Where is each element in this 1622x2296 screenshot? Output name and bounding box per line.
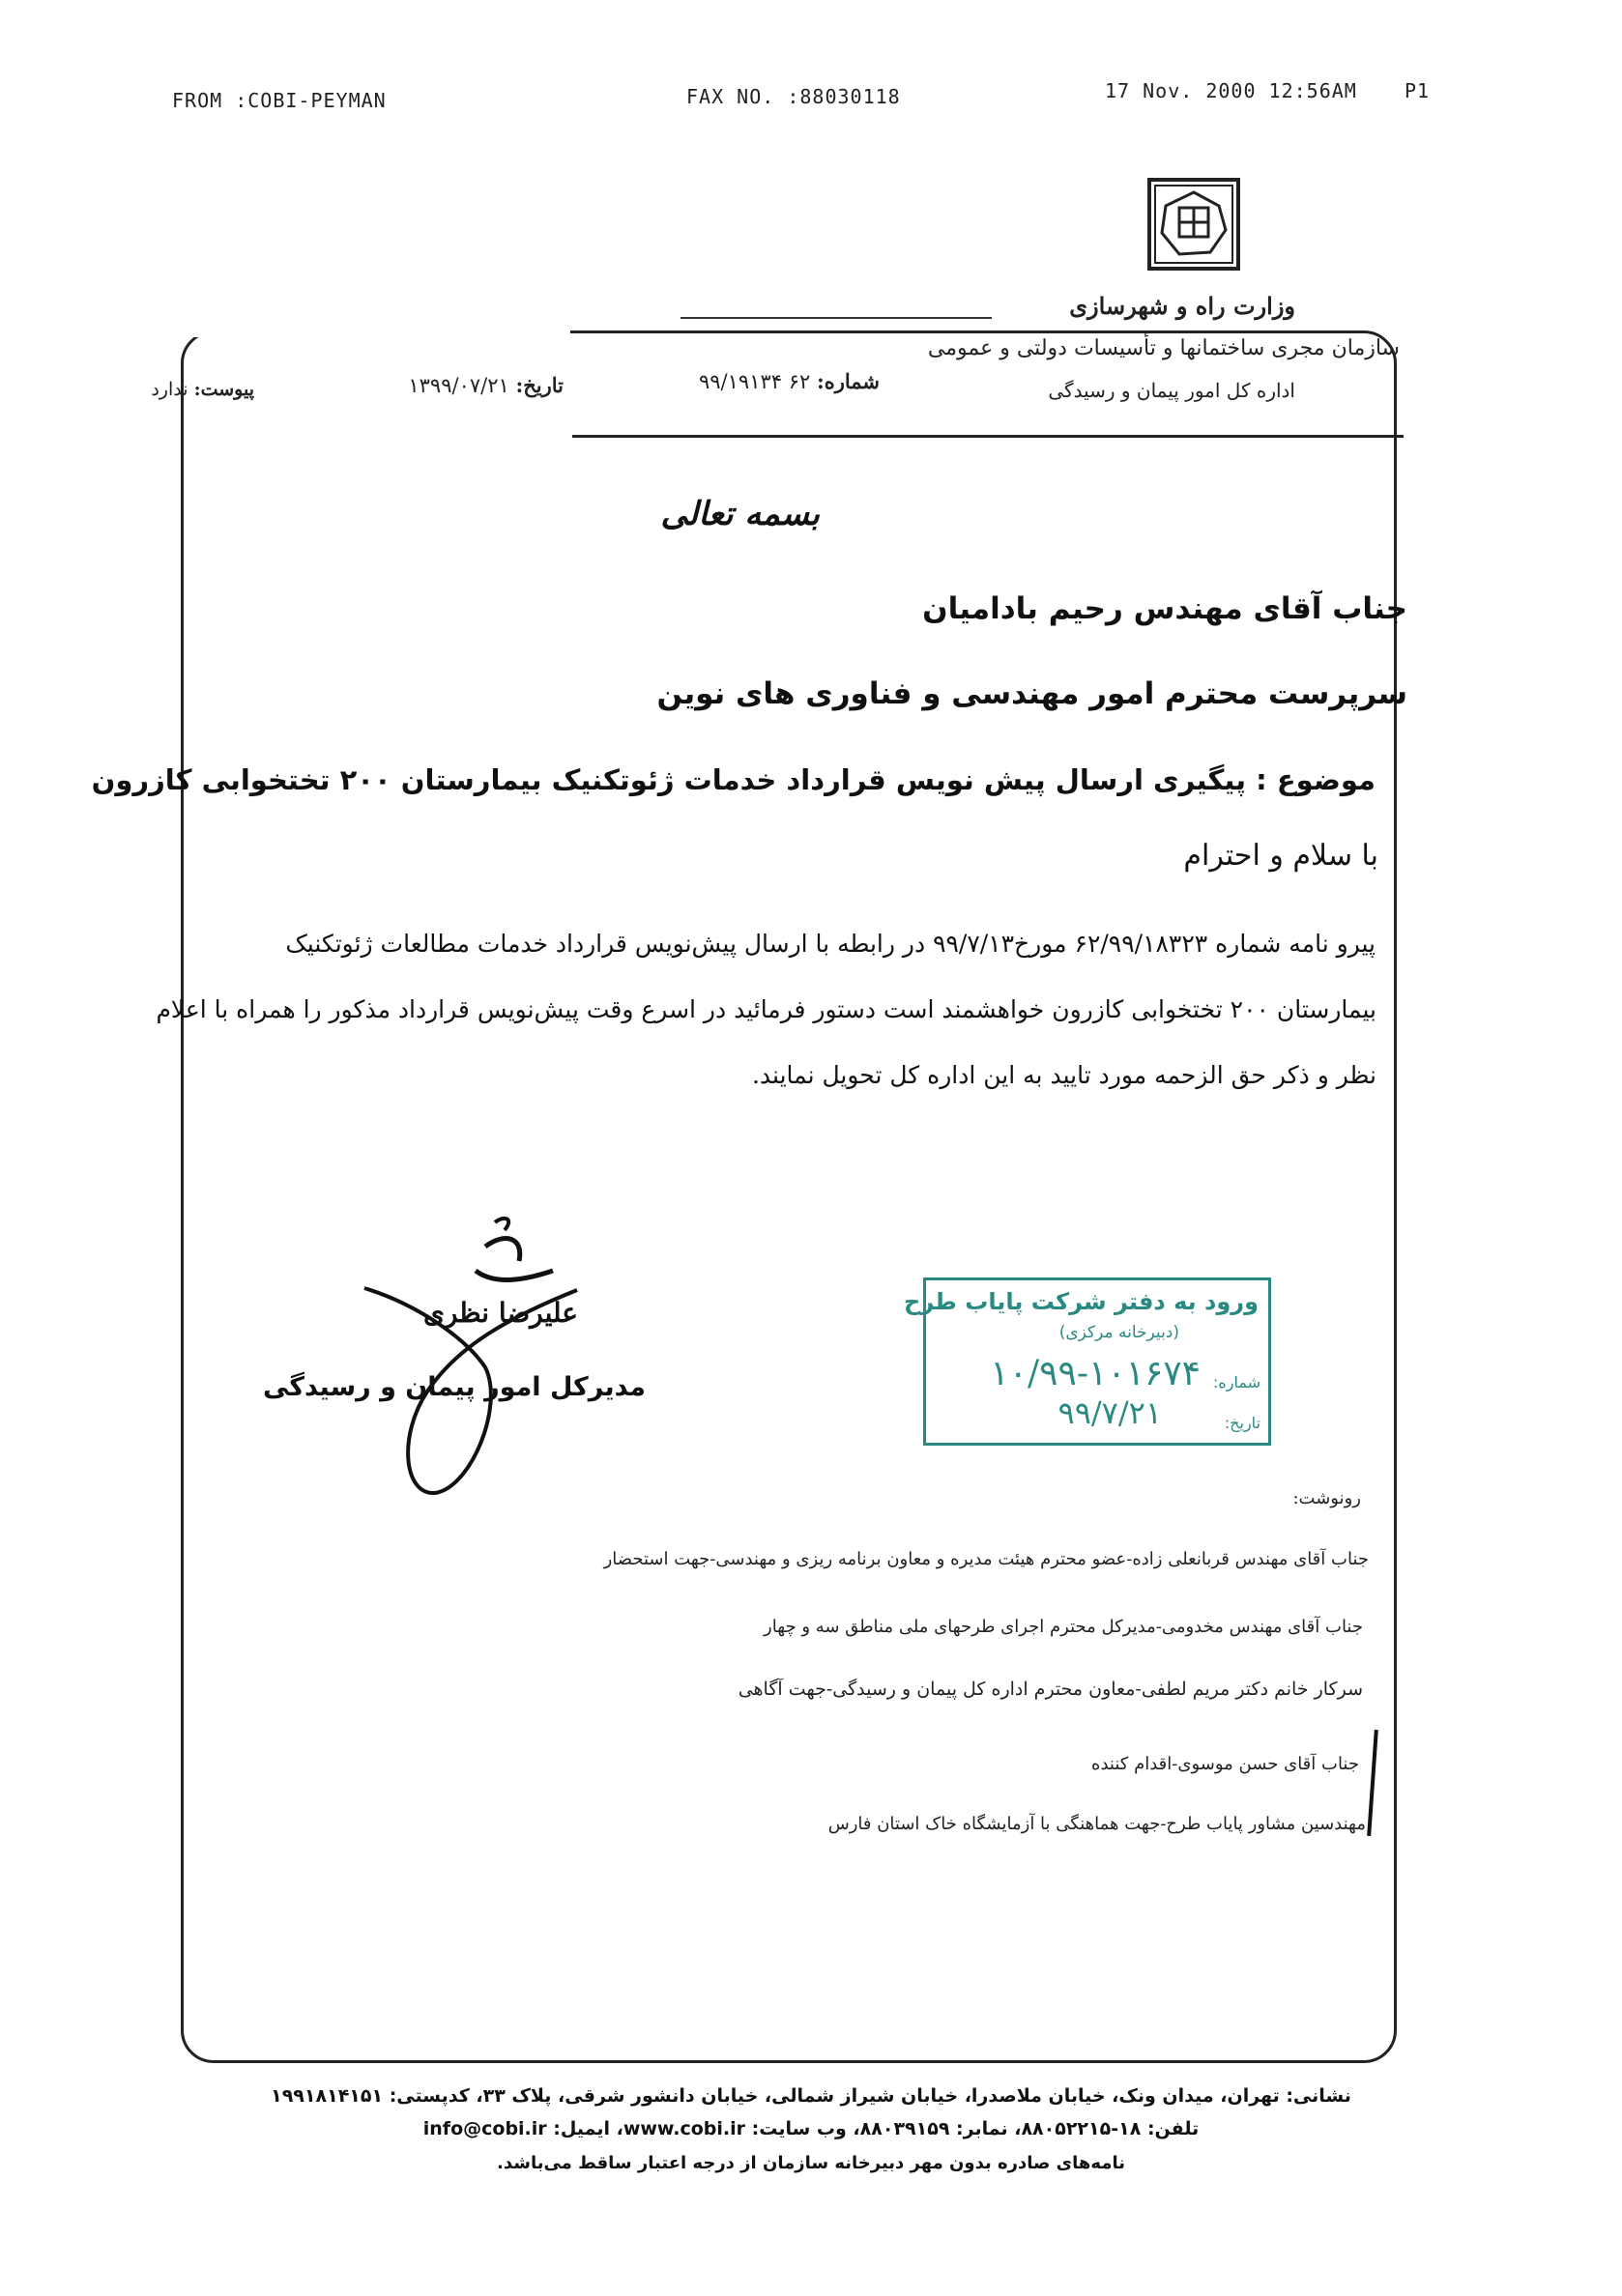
letter-number xyxy=(648,369,880,393)
footer-address: نشانی: تهران، میدان ونک، خیابان ملاصدرا، خیابان شیراز شمالی، خیابان دانشور شرقی، پلاک ۳۳، کدپستی: ۱۹۹۱۸۱۴۱۵۱ xyxy=(271,2085,1351,2107)
letter-attachment xyxy=(109,379,254,400)
cc-item-4: جناب آقای حسن موسوی-اقدام کننده xyxy=(1091,1754,1359,1774)
registration-stamp xyxy=(904,1277,1271,1446)
header-divider xyxy=(572,435,1404,438)
letterhead-underline xyxy=(681,317,992,319)
organization-name: سازمان مجری ساختمانها و تأسیسات دولتی و عمومی xyxy=(927,336,1400,360)
stamp-date-label: تاریخ: xyxy=(1224,1414,1260,1432)
footer-notice: نامه‌های صادره بدون مهر دبیرخانه سازمان از درجه اعتبار ساقط می‌باشد. xyxy=(497,2153,1125,2173)
body-line-3: نظر و ذکر حق الزحمه مورد تایید به این اداره کل تحویل نمایند. xyxy=(751,1061,1376,1089)
letter-attachment-value: ندارد xyxy=(151,379,188,400)
cc-item-2: جناب آقای مهندس مخدومی-مدیرکل محترم اجرای طرحهای ملی مناطق سه و چهار xyxy=(764,1617,1363,1637)
letter-frame xyxy=(181,330,1397,2063)
letter-number-label: شماره: xyxy=(816,369,880,393)
stamp-title: ورود به دفتر شرکت پایاب طرح xyxy=(904,1288,1259,1315)
fax-datetime: 17 Nov. 2000 12:56AM xyxy=(1105,79,1357,102)
signatory-name: علیرضا نظری xyxy=(422,1297,578,1329)
stamp-subtitle: (دبیرخانه مرکزی) xyxy=(1058,1323,1179,1342)
subject-line: موضوع : پیگیری ارسال پیش نویس قرارداد خدمات ژئوتکنیک بیمارستان ۲۰۰ تختخوابی کازرون xyxy=(91,763,1376,796)
department-name: اداره کل امور پیمان و رسیدگی xyxy=(1048,379,1295,402)
cc-item-3: سرکار خانم دکتر مریم لطفی-معاون محترم اداره کل پیمان و رسیدگی-جهت آگاهی xyxy=(738,1679,1363,1700)
body-line-1: پیرو نامه شماره ۶۲/۹۹/۱۸۳۲۳ مورخ۹۹/۷/۱۳ در رابطه با ارسال پیش‌نویس قرارداد خدمات مطالعات ژئوتکنیک xyxy=(285,930,1376,958)
fax-page: P1 xyxy=(1405,79,1431,102)
letter-number-value: ۶۲ ۹۹/۱۹۱۳۴ xyxy=(699,370,811,393)
ministry-logo-icon xyxy=(1146,177,1241,272)
fax-number: FAX NO. :88030118 xyxy=(686,85,901,108)
greeting: با سلام و احترام xyxy=(1183,839,1378,873)
recipient-name: جناب آقای مهندس رحیم بادامیان xyxy=(922,591,1407,626)
recipient-title: سرپرست محترم امور مهندسی و فناوری های نوین xyxy=(656,676,1407,711)
signature-scribble xyxy=(360,1213,592,1503)
stamp-date-value: ۹۹/۷/۲۱ xyxy=(1057,1394,1162,1431)
heading-bismillah: بسمه تعالی xyxy=(660,495,820,533)
signatory-position: مدیرکل امور پیمان و رسیدگی xyxy=(262,1372,646,1402)
fax-from: FROM :COBI-PEYMAN xyxy=(172,89,387,112)
footer-contact: تلفن: ۱۸-۸۸۰۵۲۲۱۵، نمابر: ۸۸۰۳۹۱۵۹، وب سایت: www.cobi.ir، ایمیل: info@cobi.ir xyxy=(422,2118,1200,2139)
letter-date-value: ۱۳۹۹/۰۷/۲۱ xyxy=(408,374,509,397)
cc-label: رونوشت: xyxy=(1292,1488,1361,1508)
stamp-number-value: ۱۰/۹۹-۱۰۱۶۷۴ xyxy=(990,1354,1201,1393)
letter-date xyxy=(351,373,564,397)
letter-date-label: تاریخ: xyxy=(515,373,564,397)
cc-item-5: مهندسین مشاور پایاب طرح-جهت هماهنگی با آزمایشگاه خاک استان فارس xyxy=(827,1814,1366,1834)
cc-item-1: جناب آقای مهندس قربانعلی زاده-عضو محترم هیئت مدیره و معاون برنامه ریزی و مهندسی-جهت استحضار xyxy=(603,1549,1369,1569)
stamp-number-label: شماره: xyxy=(1212,1373,1260,1392)
letter-attachment-label: پیوست: xyxy=(193,379,254,400)
body-line-2: بیمارستان ۲۰۰ تختخوابی کازرون خواهشمند است دستور فرمائید در اسرع وقت پیش‌نویس قرارداد مذکور را همراه با اعلام xyxy=(156,995,1376,1023)
ministry-name: وزارت راه و شهرسازی xyxy=(1069,292,1295,320)
